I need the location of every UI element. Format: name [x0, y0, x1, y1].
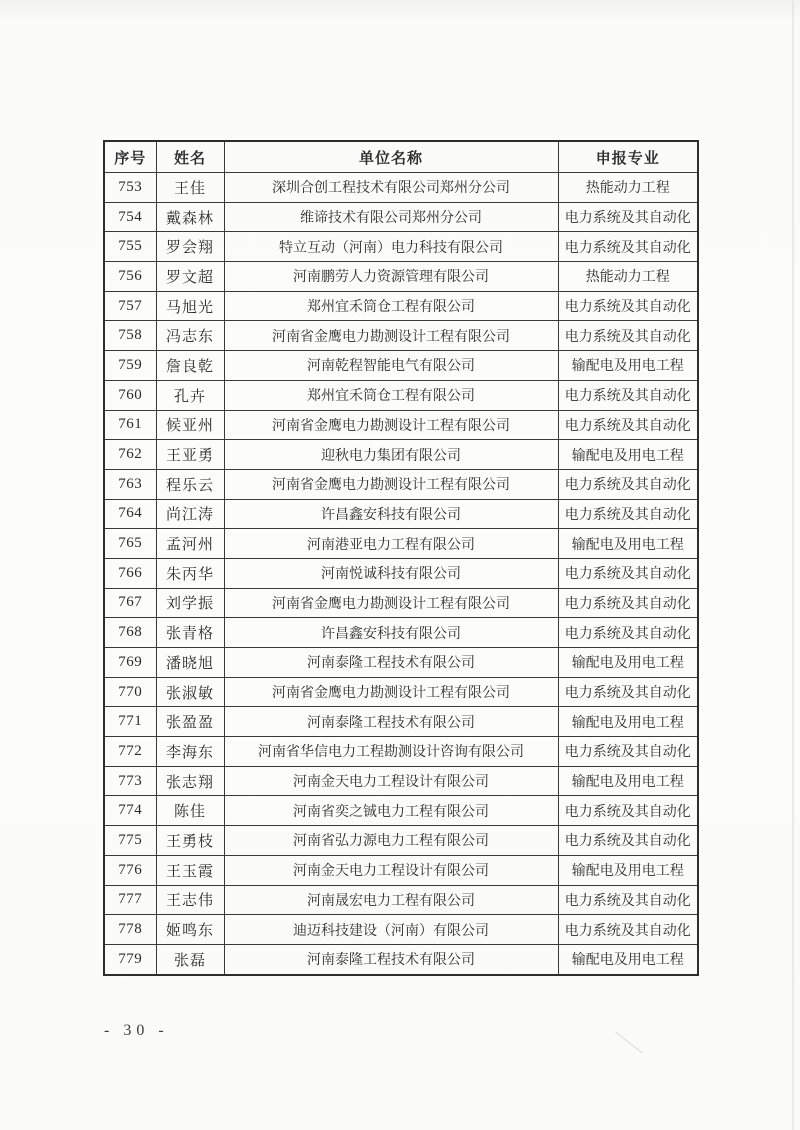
- table-row: [104, 677, 698, 707]
- cell-serial-number: 762: [104, 440, 156, 470]
- cell-name: 王勇枝: [156, 826, 224, 856]
- cell-declared-major: 电力系统及其自动化: [558, 796, 698, 826]
- cell-company-name: 维谛技术有限公司郑州分公司: [224, 202, 558, 232]
- table-row: [104, 173, 698, 203]
- cell-declared-major: 电力系统及其自动化: [558, 380, 698, 410]
- cell-declared-major: 输配电及用电工程: [558, 648, 698, 678]
- table-row: [104, 855, 698, 885]
- cell-declared-major: 热能动力工程: [558, 262, 698, 292]
- cell-serial-number: 765: [104, 529, 156, 559]
- cell-declared-major: 电力系统及其自动化: [558, 826, 698, 856]
- cell-name: 李海东: [156, 737, 224, 767]
- cell-serial-number: 770: [104, 677, 156, 707]
- cell-name: 冯志东: [156, 321, 224, 351]
- table-row: [104, 558, 698, 588]
- cell-name: 罗文超: [156, 262, 224, 292]
- cell-serial-number: 764: [104, 499, 156, 529]
- cell-declared-major: 电力系统及其自动化: [558, 321, 698, 351]
- cell-declared-major: 输配电及用电工程: [558, 529, 698, 559]
- cell-name: 张盈盈: [156, 707, 224, 737]
- header-declared-major: 申报专业: [558, 141, 698, 173]
- cell-company-name: 河南省金鹰电力勘测设计工程有限公司: [224, 588, 558, 618]
- cell-declared-major: 电力系统及其自动化: [558, 202, 698, 232]
- table-row: [104, 796, 698, 826]
- cell-name: 刘学振: [156, 588, 224, 618]
- cell-name: 候亚州: [156, 410, 224, 440]
- cell-serial-number: 778: [104, 915, 156, 945]
- cell-declared-major: 电力系统及其自动化: [558, 885, 698, 915]
- table-row: [104, 410, 698, 440]
- cell-declared-major: 输配电及用电工程: [558, 766, 698, 796]
- cell-declared-major: 电力系统及其自动化: [558, 588, 698, 618]
- table-row: [104, 469, 698, 499]
- table-row: [104, 618, 698, 648]
- cell-company-name: 许昌鑫安科技有限公司: [224, 618, 558, 648]
- table-row: [104, 766, 698, 796]
- cell-company-name: 河南省金鹰电力勘测设计工程有限公司: [224, 469, 558, 499]
- table-row: [104, 351, 698, 381]
- cell-company-name: 河南省金鹰电力勘测设计工程有限公司: [224, 677, 558, 707]
- cell-company-name: 河南省金鹰电力勘测设计工程有限公司: [224, 410, 558, 440]
- cell-company-name: 河南金天电力工程设计有限公司: [224, 855, 558, 885]
- table-row: [104, 232, 698, 262]
- cell-name: 张磊: [156, 944, 224, 974]
- cell-declared-major: 输配电及用电工程: [558, 944, 698, 974]
- cell-company-name: 郑州宜禾筒仓工程有限公司: [224, 291, 558, 321]
- applicant-roster-table: [103, 140, 699, 976]
- cell-declared-major: 输配电及用电工程: [558, 855, 698, 885]
- cell-company-name: 河南港亚电力工程有限公司: [224, 529, 558, 559]
- cell-name: 姬鸣东: [156, 915, 224, 945]
- table-row: [104, 826, 698, 856]
- table-row: [104, 588, 698, 618]
- cell-serial-number: 769: [104, 648, 156, 678]
- cell-name: 孟河州: [156, 529, 224, 559]
- cell-serial-number: 754: [104, 202, 156, 232]
- cell-company-name: 河南泰隆工程技术有限公司: [224, 648, 558, 678]
- cell-declared-major: 电力系统及其自动化: [558, 915, 698, 945]
- cell-declared-major: 电力系统及其自动化: [558, 558, 698, 588]
- cell-declared-major: 电力系统及其自动化: [558, 499, 698, 529]
- scan-page-edge: [792, 0, 794, 1130]
- cell-serial-number: 777: [104, 885, 156, 915]
- table-row: [104, 648, 698, 678]
- cell-name: 戴森林: [156, 202, 224, 232]
- cell-name: 朱丙华: [156, 558, 224, 588]
- cell-company-name: 河南金天电力工程设计有限公司: [224, 766, 558, 796]
- header-serial-number: 序号: [104, 141, 156, 173]
- cell-company-name: 深圳合创工程技术有限公司郑州分公司: [224, 173, 558, 203]
- cell-serial-number: 756: [104, 262, 156, 292]
- cell-declared-major: 电力系统及其自动化: [558, 677, 698, 707]
- cell-serial-number: 776: [104, 855, 156, 885]
- cell-name: 陈佳: [156, 796, 224, 826]
- cell-serial-number: 779: [104, 944, 156, 974]
- cell-declared-major: 输配电及用电工程: [558, 351, 698, 381]
- cell-company-name: 特立互动（河南）电力科技有限公司: [224, 232, 558, 262]
- table-row: [104, 380, 698, 410]
- table-row: [104, 202, 698, 232]
- table-row: [104, 737, 698, 767]
- cell-company-name: 许昌鑫安科技有限公司: [224, 499, 558, 529]
- cell-declared-major: 输配电及用电工程: [558, 440, 698, 470]
- cell-name: 孔卉: [156, 380, 224, 410]
- cell-declared-major: 电力系统及其自动化: [558, 232, 698, 262]
- table-row: [104, 262, 698, 292]
- cell-serial-number: 772: [104, 737, 156, 767]
- cell-serial-number: 767: [104, 588, 156, 618]
- table-row: [104, 321, 698, 351]
- cell-declared-major: 电力系统及其自动化: [558, 469, 698, 499]
- cell-company-name: 迪迈科技建设（河南）有限公司: [224, 915, 558, 945]
- scan-artifact-mark: [615, 1032, 642, 1054]
- cell-name: 尚江涛: [156, 499, 224, 529]
- cell-serial-number: 760: [104, 380, 156, 410]
- cell-declared-major: 输配电及用电工程: [558, 707, 698, 737]
- table-row: [104, 291, 698, 321]
- cell-company-name: 迎秋电力集团有限公司: [224, 440, 558, 470]
- cell-declared-major: 电力系统及其自动化: [558, 410, 698, 440]
- cell-serial-number: 757: [104, 291, 156, 321]
- cell-declared-major: 电力系统及其自动化: [558, 737, 698, 767]
- cell-name: 王亚勇: [156, 440, 224, 470]
- cell-company-name: 河南省金鹰电力勘测设计工程有限公司: [224, 321, 558, 351]
- cell-company-name: 河南鹏劳人力资源管理有限公司: [224, 262, 558, 292]
- cell-serial-number: 773: [104, 766, 156, 796]
- cell-company-name: 河南泰隆工程技术有限公司: [224, 944, 558, 974]
- cell-name: 潘晓旭: [156, 648, 224, 678]
- cell-declared-major: 电力系统及其自动化: [558, 618, 698, 648]
- table-body: [104, 173, 698, 975]
- cell-company-name: 河南泰隆工程技术有限公司: [224, 707, 558, 737]
- page-number: - 30 -: [104, 1022, 169, 1039]
- cell-serial-number: 775: [104, 826, 156, 856]
- cell-name: 罗会翔: [156, 232, 224, 262]
- cell-serial-number: 758: [104, 321, 156, 351]
- cell-company-name: 河南省华信电力工程勘测设计咨询有限公司: [224, 737, 558, 767]
- table-row: [104, 499, 698, 529]
- cell-name: 詹良乾: [156, 351, 224, 381]
- table-row: [104, 529, 698, 559]
- cell-serial-number: 763: [104, 469, 156, 499]
- cell-company-name: 河南晟宏电力工程有限公司: [224, 885, 558, 915]
- cell-name: 王佳: [156, 173, 224, 203]
- table-row: [104, 915, 698, 945]
- cell-serial-number: 755: [104, 232, 156, 262]
- cell-serial-number: 753: [104, 173, 156, 203]
- cell-serial-number: 768: [104, 618, 156, 648]
- cell-name: 张志翔: [156, 766, 224, 796]
- header-name: 姓名: [156, 141, 224, 173]
- cell-declared-major: 热能动力工程: [558, 173, 698, 203]
- cell-name: 程乐云: [156, 469, 224, 499]
- cell-name: 张淑敏: [156, 677, 224, 707]
- cell-serial-number: 759: [104, 351, 156, 381]
- cell-serial-number: 761: [104, 410, 156, 440]
- header-company-name: 单位名称: [224, 141, 558, 173]
- table-header-row: [104, 141, 698, 173]
- cell-name: 王志伟: [156, 885, 224, 915]
- table-row: [104, 885, 698, 915]
- table-row: [104, 707, 698, 737]
- cell-serial-number: 766: [104, 558, 156, 588]
- cell-company-name: 河南乾程智能电气有限公司: [224, 351, 558, 381]
- cell-company-name: 河南省弘力源电力工程有限公司: [224, 826, 558, 856]
- cell-company-name: 郑州宜禾筒仓工程有限公司: [224, 380, 558, 410]
- cell-serial-number: 771: [104, 707, 156, 737]
- table-row: [104, 944, 698, 974]
- table-row: [104, 440, 698, 470]
- cell-name: 张青格: [156, 618, 224, 648]
- cell-company-name: 河南省奕之铖电力工程有限公司: [224, 796, 558, 826]
- cell-company-name: 河南悦诚科技有限公司: [224, 558, 558, 588]
- cell-name: 王玉霞: [156, 855, 224, 885]
- cell-serial-number: 774: [104, 796, 156, 826]
- cell-declared-major: 电力系统及其自动化: [558, 291, 698, 321]
- cell-name: 马旭光: [156, 291, 224, 321]
